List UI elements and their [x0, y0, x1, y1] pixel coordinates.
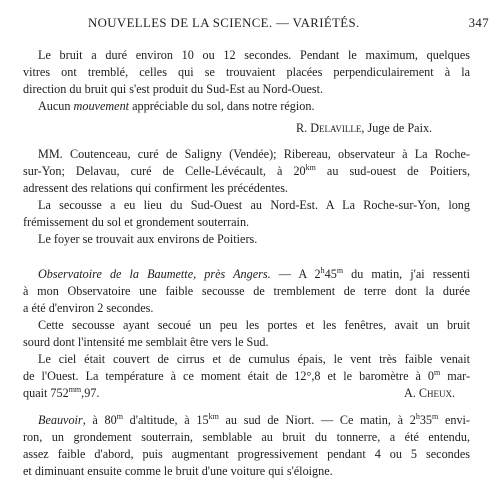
- text-line: a été d'environ 2 secondes.: [23, 301, 154, 315]
- signature: R. Delaville, Juge de Paix.: [296, 121, 433, 135]
- text-line: assez faible d'abord, puis augmentant progressivement pendant 4 ou 5 secondes: [23, 447, 470, 461]
- text-line: et diminuant ensuite comme le bruit d'une voiture qui s'éloigne.: [23, 464, 333, 478]
- emphasis: mouvement: [73, 99, 130, 113]
- signature: A. Cheux.: [404, 386, 456, 400]
- running-header: [0, 16, 500, 34]
- text-line: La secousse a eu lieu du Sud-Ouest au Nord-Est. A La Roche-sur-Yon, long: [38, 198, 470, 212]
- text-line: Le foyer se trouvait aux environs de Poitiers.: [38, 232, 258, 246]
- text-line: de l'Ouest. La température à ce moment était de 12°,8 et le baromètre à 0$^m$ mar-: [23, 368, 470, 383]
- place-name: Beauvoir: [38, 413, 83, 427]
- text-line: sourd dont l'intensité me semblait être vers le Sud.: [23, 335, 269, 349]
- text-line: Le ciel était couvert de cirrus et de cumulus épais, le vent très faible venait: [38, 352, 470, 366]
- text-line: Observatoire de la Baumette, près Angers. — A 2$^h$45$^m$ du matin, j'ai ressenti: [38, 266, 470, 281]
- text-line: quait $752^{mm},97$.: [23, 385, 100, 400]
- text-line: à mon Observatoire une faible secousse de tremblement de terre dont la durée: [23, 284, 470, 298]
- text-line: adressent des relations qui confirment les précédentes.: [23, 181, 288, 195]
- place-name: Observatoire de la Baumette, près Angers.: [38, 267, 271, 281]
- text-line: Aucun mouvement appréciable du sol, dans notre région.: [38, 99, 315, 113]
- text-line: MM. Coutenceau, curé de Saligny (Vendée); Ribereau, observateur à La Roche-: [38, 147, 470, 161]
- text-line: Cette secousse ayant secoué un peu les portes et les fenêtres, avait un bruit: [38, 318, 470, 332]
- text-line: sur-Yon; Delavau, curé de Celle-Lévécault, à $20^{km}$ au sud-ouest de Poitiers,: [23, 163, 471, 178]
- text-line: ron, un grondement souterrain, semblable au bruit du tonnerre, a été entendu,: [23, 430, 470, 444]
- text-line: Beauvoir, à 80$^m$ d'altitude, à $15^{km}$ au sud de Niort. — Ce matin, à 2$^h$35$^m$ envi-: [38, 412, 470, 427]
- text-line: vitres ont tremblé, celles qui se trouvaient placées perpendiculairement à la: [23, 65, 470, 79]
- text-line: Le bruit a duré environ 10 ou 12 secondes. Pendant le maximum, quelques: [38, 48, 470, 62]
- text-line: frémissement du sol et grondement souterrain.: [23, 215, 250, 229]
- page-number: 347: [468, 16, 489, 30]
- text-line: direction du bruit qui s'est produit du Sud-Est au Nord-Ouest.: [23, 82, 324, 96]
- header-title: NOUVELLES DE LA SCIENCE. — VARIÉTÉS.: [88, 16, 360, 30]
